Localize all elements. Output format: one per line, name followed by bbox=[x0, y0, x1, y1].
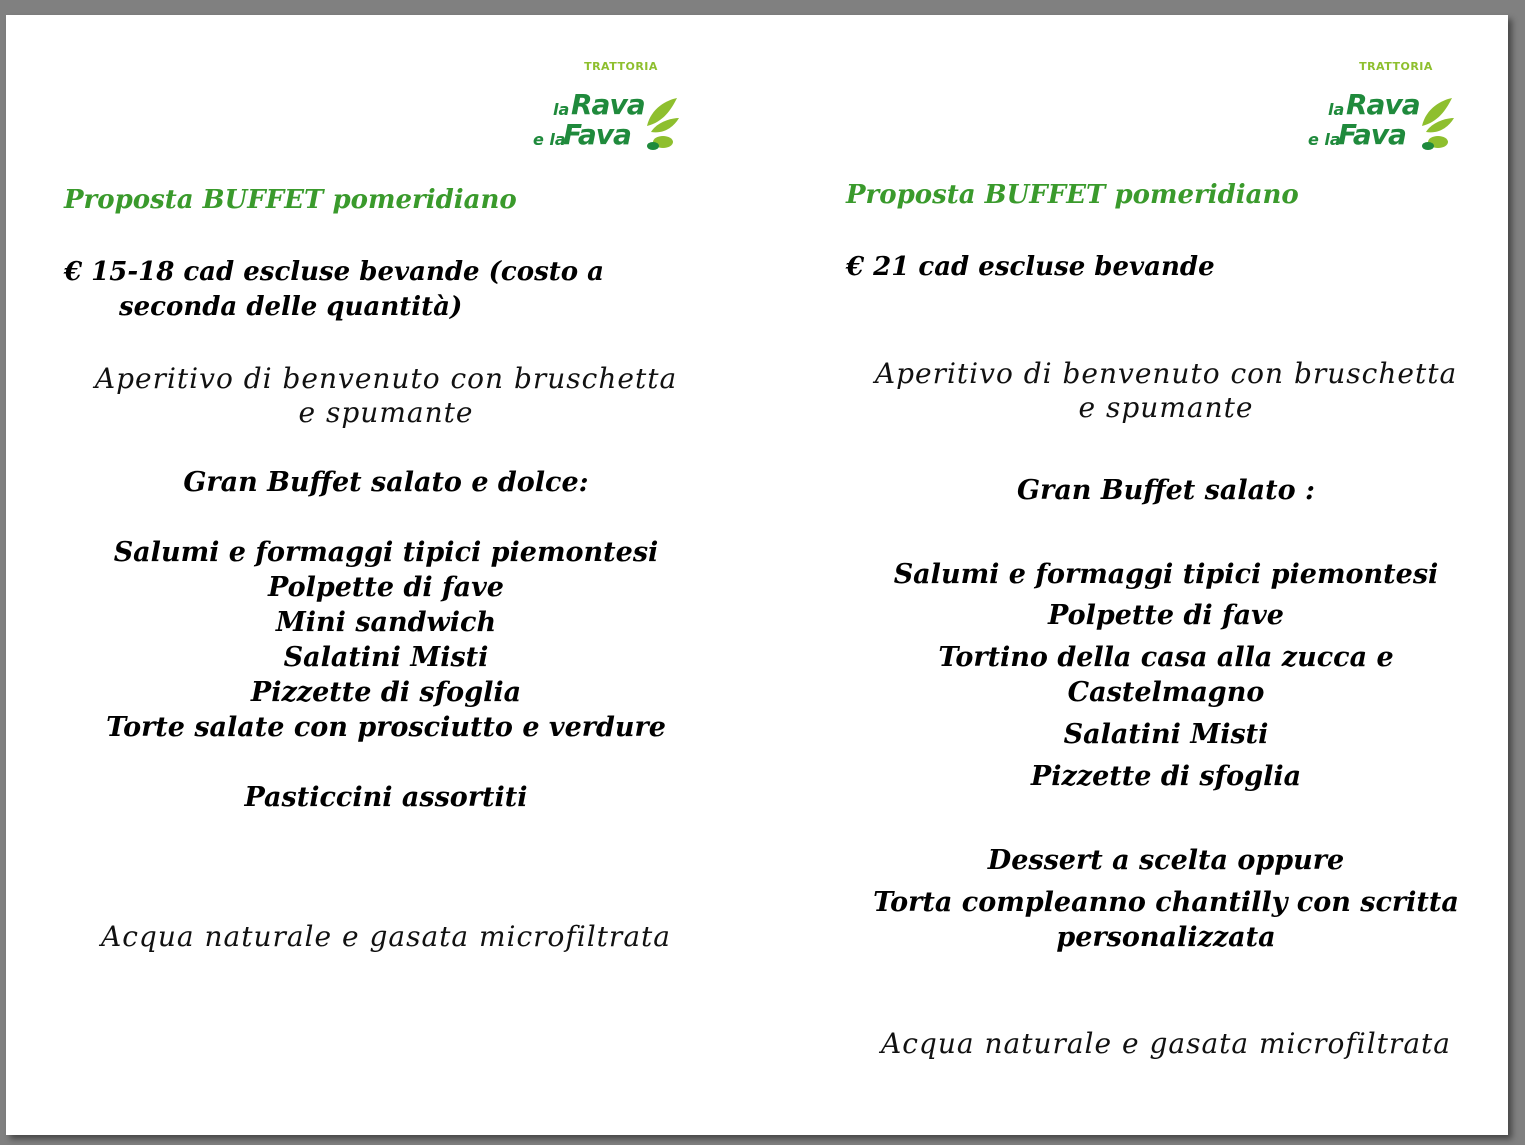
left-item-4: Salatini Misti bbox=[283, 642, 489, 673]
logo-fava: Fava bbox=[1338, 118, 1406, 151]
right-item-2: Polpette di fave bbox=[1048, 600, 1284, 631]
right-trattoria-logo bbox=[1308, 60, 1476, 170]
logo-rava: Rava bbox=[1346, 88, 1420, 121]
left-item-3: Mini sandwich bbox=[275, 607, 497, 638]
left-aperitivo-line2: e spumante bbox=[298, 396, 474, 429]
right-price-line1: € 21 cad escluse bevande bbox=[846, 252, 1215, 282]
logo-ela: e la bbox=[533, 130, 566, 149]
logo-fava: Fava bbox=[563, 118, 631, 151]
logo-trattoria-text: TRATTORIA bbox=[584, 60, 658, 73]
left-menu-column bbox=[6, 15, 766, 1135]
left-title: Proposta BUFFET pomeridiano bbox=[64, 185, 517, 215]
left-buffet-heading: Gran Buffet salato e dolce: bbox=[183, 467, 589, 498]
right-title: Proposta BUFFET pomeridiano bbox=[846, 180, 1299, 210]
right-dessert: Dessert a scelta oppure bbox=[987, 845, 1345, 876]
logo-rava: Rava bbox=[571, 88, 645, 121]
left-pasticcini: Pasticcini assortiti bbox=[244, 782, 528, 813]
right-aperitivo-line2: e spumante bbox=[1078, 391, 1254, 424]
right-menu-column bbox=[836, 15, 1508, 1135]
right-item-4: Salatini Misti bbox=[1063, 719, 1269, 750]
logo-la: la bbox=[553, 100, 570, 119]
left-item-2: Polpette di fave bbox=[268, 572, 504, 603]
bean-leaf-icon bbox=[641, 96, 681, 152]
right-buffet-heading: Gran Buffet salato : bbox=[1017, 475, 1315, 506]
menu-page bbox=[6, 15, 1508, 1135]
left-acqua: Acqua naturale e gasata microfiltrata bbox=[101, 920, 671, 953]
left-item-1: Salumi e formaggi tipici piemontesi bbox=[113, 537, 659, 568]
left-price-line2: seconda delle quantità) bbox=[119, 292, 463, 322]
right-item-3-line2: Castelmagno bbox=[1067, 677, 1265, 708]
right-aperitivo-line1: Aperitivo di benvenuto con bruschetta bbox=[874, 357, 1458, 390]
right-torta-line2: personalizzata bbox=[1056, 922, 1276, 953]
right-item-3-line1: Tortino della casa alla zucca e bbox=[938, 642, 1394, 673]
left-item-6: Torte salate con prosciutto e verdure bbox=[106, 712, 666, 743]
logo-ela: e la bbox=[1308, 130, 1341, 149]
right-acqua: Acqua naturale e gasata microfiltrata bbox=[881, 1027, 1451, 1060]
right-item-1: Salumi e formaggi tipici piemontesi bbox=[893, 559, 1439, 590]
logo-trattoria-text: TRATTORIA bbox=[1359, 60, 1433, 73]
left-aperitivo-line1: Aperitivo di benvenuto con bruschetta bbox=[94, 362, 678, 395]
left-item-5: Pizzette di sfoglia bbox=[250, 677, 522, 708]
right-item-5: Pizzette di sfoglia bbox=[1030, 761, 1302, 792]
bean-leaf-icon bbox=[1416, 96, 1456, 152]
left-trattoria-logo bbox=[533, 60, 701, 170]
logo-la: la bbox=[1328, 100, 1345, 119]
right-torta-line1: Torta compleanno chantilly con scritta bbox=[873, 887, 1459, 918]
left-price-line1: € 15-18 cad escluse bevande (costo a bbox=[64, 257, 604, 287]
